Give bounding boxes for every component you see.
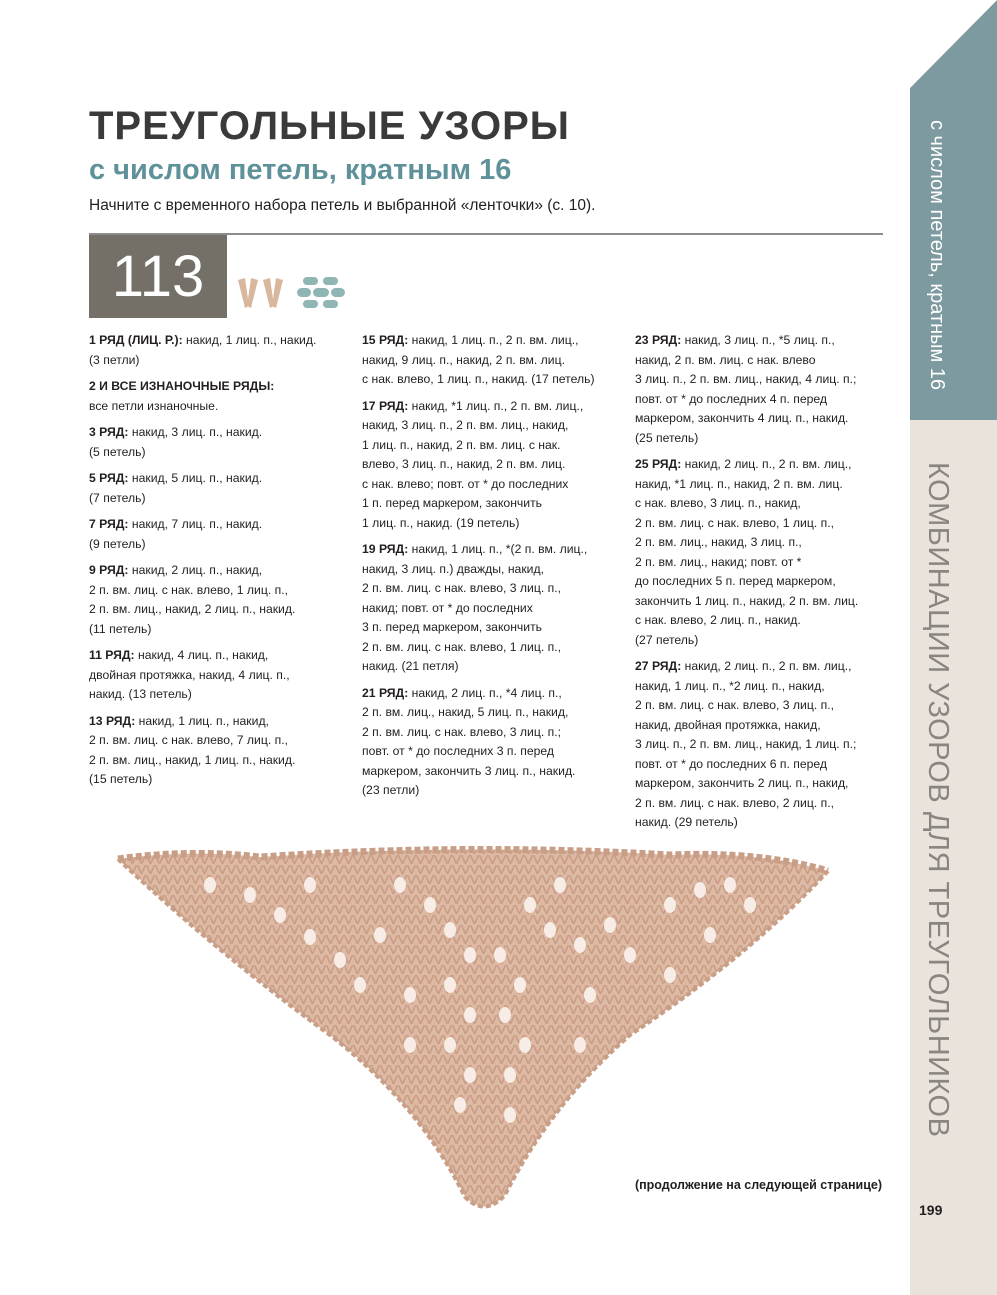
row-line: 2 п. вм. лиц. с нак. влево, 2 лиц. п., [635, 795, 834, 810]
instruction-row [635, 657, 897, 833]
row-line: повт. от * до последних 4 п. перед [635, 391, 828, 406]
row-line: (25 петель) [635, 430, 699, 445]
row-line: (23 петли) [362, 783, 420, 797]
row-line [362, 540, 624, 560]
row-line: повт. от * до последних 3 п. перед [362, 744, 555, 758]
row-line: с нак. влево; повт. от * до последних [362, 476, 569, 491]
row-text: накид, 3 лиц. п., *5 лиц. п., [681, 333, 835, 347]
row-line: (27 петель) [635, 632, 699, 647]
row-line: с нак. влево, 3 лиц. п., накид, [635, 496, 801, 510]
row-text: накид, 1 лиц. п., накид. [182, 333, 317, 347]
row-label: 5 РЯД: [89, 471, 129, 485]
row-line: накид. (21 петля) [362, 659, 459, 673]
row-label: 1 РЯД (ЛИЦ. Р.): [89, 333, 183, 347]
row-label: 23 РЯД: [635, 333, 682, 347]
page-title: ТРЕУГОЛЬНЫЕ УЗОРЫ [89, 104, 570, 148]
row-line: (9 петель) [89, 536, 146, 551]
row-line [89, 331, 349, 351]
row-text: накид, 2 лиц. п., 2 п. вм. лиц., [681, 659, 852, 673]
row-line: 2 п. вм. лиц. с нак. влево, 3 лиц. п., [362, 581, 561, 595]
instructions-column-3 [635, 331, 897, 840]
row-line: с нак. влево, 1 лиц. п., накид. (17 петель) [362, 372, 595, 386]
instructions-column-1 [89, 331, 349, 797]
intro-text: Начните с временного набора петель и выбранной «ленточки» (с. 10). [89, 197, 596, 214]
row-line: 3 п. перед маркером, закончить [362, 620, 543, 634]
row-line [362, 684, 624, 704]
row-line: 2 п. вм. лиц., накид; повт. от * [635, 554, 802, 569]
row-line: двойная протяжка, накид, 4 лиц. п., [89, 667, 290, 682]
row-line: (5 петель) [89, 444, 146, 459]
instruction-row [362, 684, 624, 801]
pattern-number: 113 [89, 235, 227, 318]
row-line: 2 п. вм. лиц. с нак. влево, 3 лиц. п., [635, 698, 834, 712]
row-line: накид, двойная протяжка, накид, [635, 717, 821, 732]
instruction-row [362, 540, 624, 677]
row-line: 1 лиц. п., накид, 2 п. вм. лиц. с нак. [362, 437, 561, 452]
row-line: 2 п. вм. лиц., накид, 2 лиц. п., накид. [89, 602, 296, 616]
row-line: (11 петель) [89, 621, 152, 636]
row-text: накид, 1 лиц. п., накид, [135, 713, 269, 728]
instruction-row [362, 397, 624, 534]
row-line: влево, 3 лиц. п., накид, 2 п. вм. лиц. [362, 457, 566, 471]
row-text: накид, 2 лиц. п., 2 п. вм. лиц., [681, 457, 852, 471]
instruction-row [89, 377, 349, 416]
row-line: накид. (29 петель) [635, 815, 738, 829]
row-line: 2 п. вм. лиц., накид, 3 лиц. п., [635, 535, 802, 549]
row-line: накид, 3 лиц. п., 2 п. вм. лиц., накид, [362, 418, 569, 432]
instruction-row [362, 331, 624, 390]
row-line [89, 469, 349, 489]
instruction-row [89, 646, 349, 705]
row-line: 2 п. вм. лиц. с нак. влево, 7 лиц. п., [89, 733, 288, 747]
row-label: 15 РЯД: [362, 333, 409, 347]
row-line: 1 лиц. п., накид. (19 петель) [362, 515, 520, 530]
instruction-row [89, 515, 349, 554]
row-line: накид, 1 лиц. п., *2 лиц. п., накид, [635, 678, 825, 693]
row-line: 2 п. вм. лиц. с нак. влево, 1 лиц. п., [89, 582, 288, 597]
row-line [89, 377, 349, 397]
row-text: накид, 1 лиц. п., *(2 п. вм. лиц., [408, 542, 588, 556]
row-line: накид, 2 п. вм. лиц. с нак. влево [635, 352, 816, 367]
row-line [89, 561, 349, 581]
sidebar-tab [910, 0, 997, 420]
row-label: 19 РЯД: [362, 542, 409, 556]
instruction-row [89, 469, 349, 508]
row-line [362, 331, 624, 351]
row-line [635, 657, 897, 677]
row-line: все петли изнаночные. [89, 398, 219, 413]
row-line: 2 п. вм. лиц. с нак. влево, 1 лиц. п., [635, 515, 834, 530]
row-line: 2 п. вм. лиц., накид, 1 лиц. п., накид. [89, 752, 296, 767]
row-line: накид. (13 петель) [89, 687, 192, 701]
row-label: 27 РЯД: [635, 659, 682, 673]
row-line: маркером, закончить 4 лиц. п., накид. [635, 411, 849, 425]
instruction-row [635, 455, 897, 650]
row-line: с нак. влево, 2 лиц. п., накид. [635, 613, 801, 627]
row-text: накид, 5 лиц. п., накид. [128, 471, 263, 485]
knit-v-stitch-icon [236, 276, 286, 310]
row-line: маркером, закончить 2 лиц. п., накид, [635, 776, 849, 790]
continued-note: (продолжение на следующей странице) [634, 1178, 882, 1192]
row-line [89, 515, 349, 535]
row-line [89, 646, 349, 666]
row-line [89, 712, 349, 732]
row-label: 11 РЯД: [89, 648, 135, 662]
row-line: 3 лиц. п., 2 п. вм. лиц., накид, 1 лиц. п.; [635, 737, 857, 751]
row-text: накид, 7 лиц. п., накид. [128, 517, 263, 531]
row-line: 2 п. вм. лиц. с нак. влево, 1 лиц. п., [362, 639, 561, 654]
row-label: 3 РЯД: [89, 425, 129, 439]
row-line: накид, 9 лиц. п., накид, 2 п. вм. лиц. [362, 352, 565, 367]
row-label: 21 РЯД: [362, 685, 409, 700]
row-text: накид, 4 лиц. п., накид, [134, 648, 269, 662]
purl-bump-stitch-icon [296, 276, 346, 310]
row-line: 2 п. вм. лиц., накид, 5 лиц. п., накид, [362, 705, 569, 719]
row-line: 2 п. вм. лиц. с нак. влево, 3 лиц. п.; [362, 724, 561, 739]
row-line [362, 397, 624, 417]
row-label: 13 РЯД: [89, 713, 136, 728]
row-line: (15 петель) [89, 772, 153, 786]
row-text: накид, 3 лиц. п., накид. [128, 425, 263, 439]
instruction-row [89, 423, 349, 462]
row-line: закончить 1 лиц. п., накид, 2 п. вм. лиц. [635, 593, 859, 608]
row-line: маркером, закончить 3 лиц. п., накид. [362, 763, 576, 778]
row-line [89, 423, 349, 443]
page-subtitle: с числом петель, кратным 16 [89, 154, 512, 186]
page-number: 199 [919, 1202, 943, 1218]
row-line: (3 петли) [89, 352, 140, 367]
row-line: 1 п. перед маркером, закончить [362, 496, 543, 510]
row-text: накид, 2 лиц. п., накид, [128, 563, 263, 577]
row-line: (7 петель) [89, 490, 146, 505]
row-line: накид; повт. от * до последних [362, 600, 533, 615]
sidebar-section-label: с числом петель, кратным 16 [926, 120, 948, 391]
row-line: накид, 3 лиц. п.) дважды, накид, [362, 561, 544, 576]
row-line: 3 лиц. п., 2 п. вм. лиц., накид, 4 лиц. п.; [635, 372, 857, 386]
row-line: до последних 5 п. перед маркером, [635, 574, 836, 588]
instruction-row [635, 331, 897, 448]
instructions-column-2 [362, 331, 624, 808]
knitted-shawl-sample [110, 845, 835, 1225]
row-label: 25 РЯД: [635, 457, 682, 471]
row-label: 2 И ВСЕ ИЗНАНОЧНЫЕ РЯДЫ: [89, 379, 275, 393]
row-line [635, 455, 897, 475]
row-line [635, 331, 897, 351]
row-text: накид, 1 лиц. п., 2 п. вм. лиц., [408, 333, 579, 347]
instruction-row [89, 712, 349, 790]
row-label: 9 РЯД: [89, 563, 129, 577]
row-text: накид, *1 лиц. п., 2 п. вм. лиц., [408, 398, 584, 413]
instruction-row [89, 561, 349, 639]
instruction-row [89, 331, 349, 370]
row-line: повт. от * до последних 6 п. перед [635, 756, 828, 771]
row-label: 17 РЯД: [362, 398, 409, 413]
row-line: накид, *1 лиц. п., накид, 2 п. вм. лиц. [635, 476, 843, 491]
row-text: накид, 2 лиц. п., *4 лиц. п., [408, 685, 562, 700]
row-label: 7 РЯД: [89, 517, 129, 531]
sidebar-chapter-label: КОМБИНАЦИИ УЗОРОВ ДЛЯ ТРЕУГОЛЬНИКОВ [922, 462, 954, 1138]
